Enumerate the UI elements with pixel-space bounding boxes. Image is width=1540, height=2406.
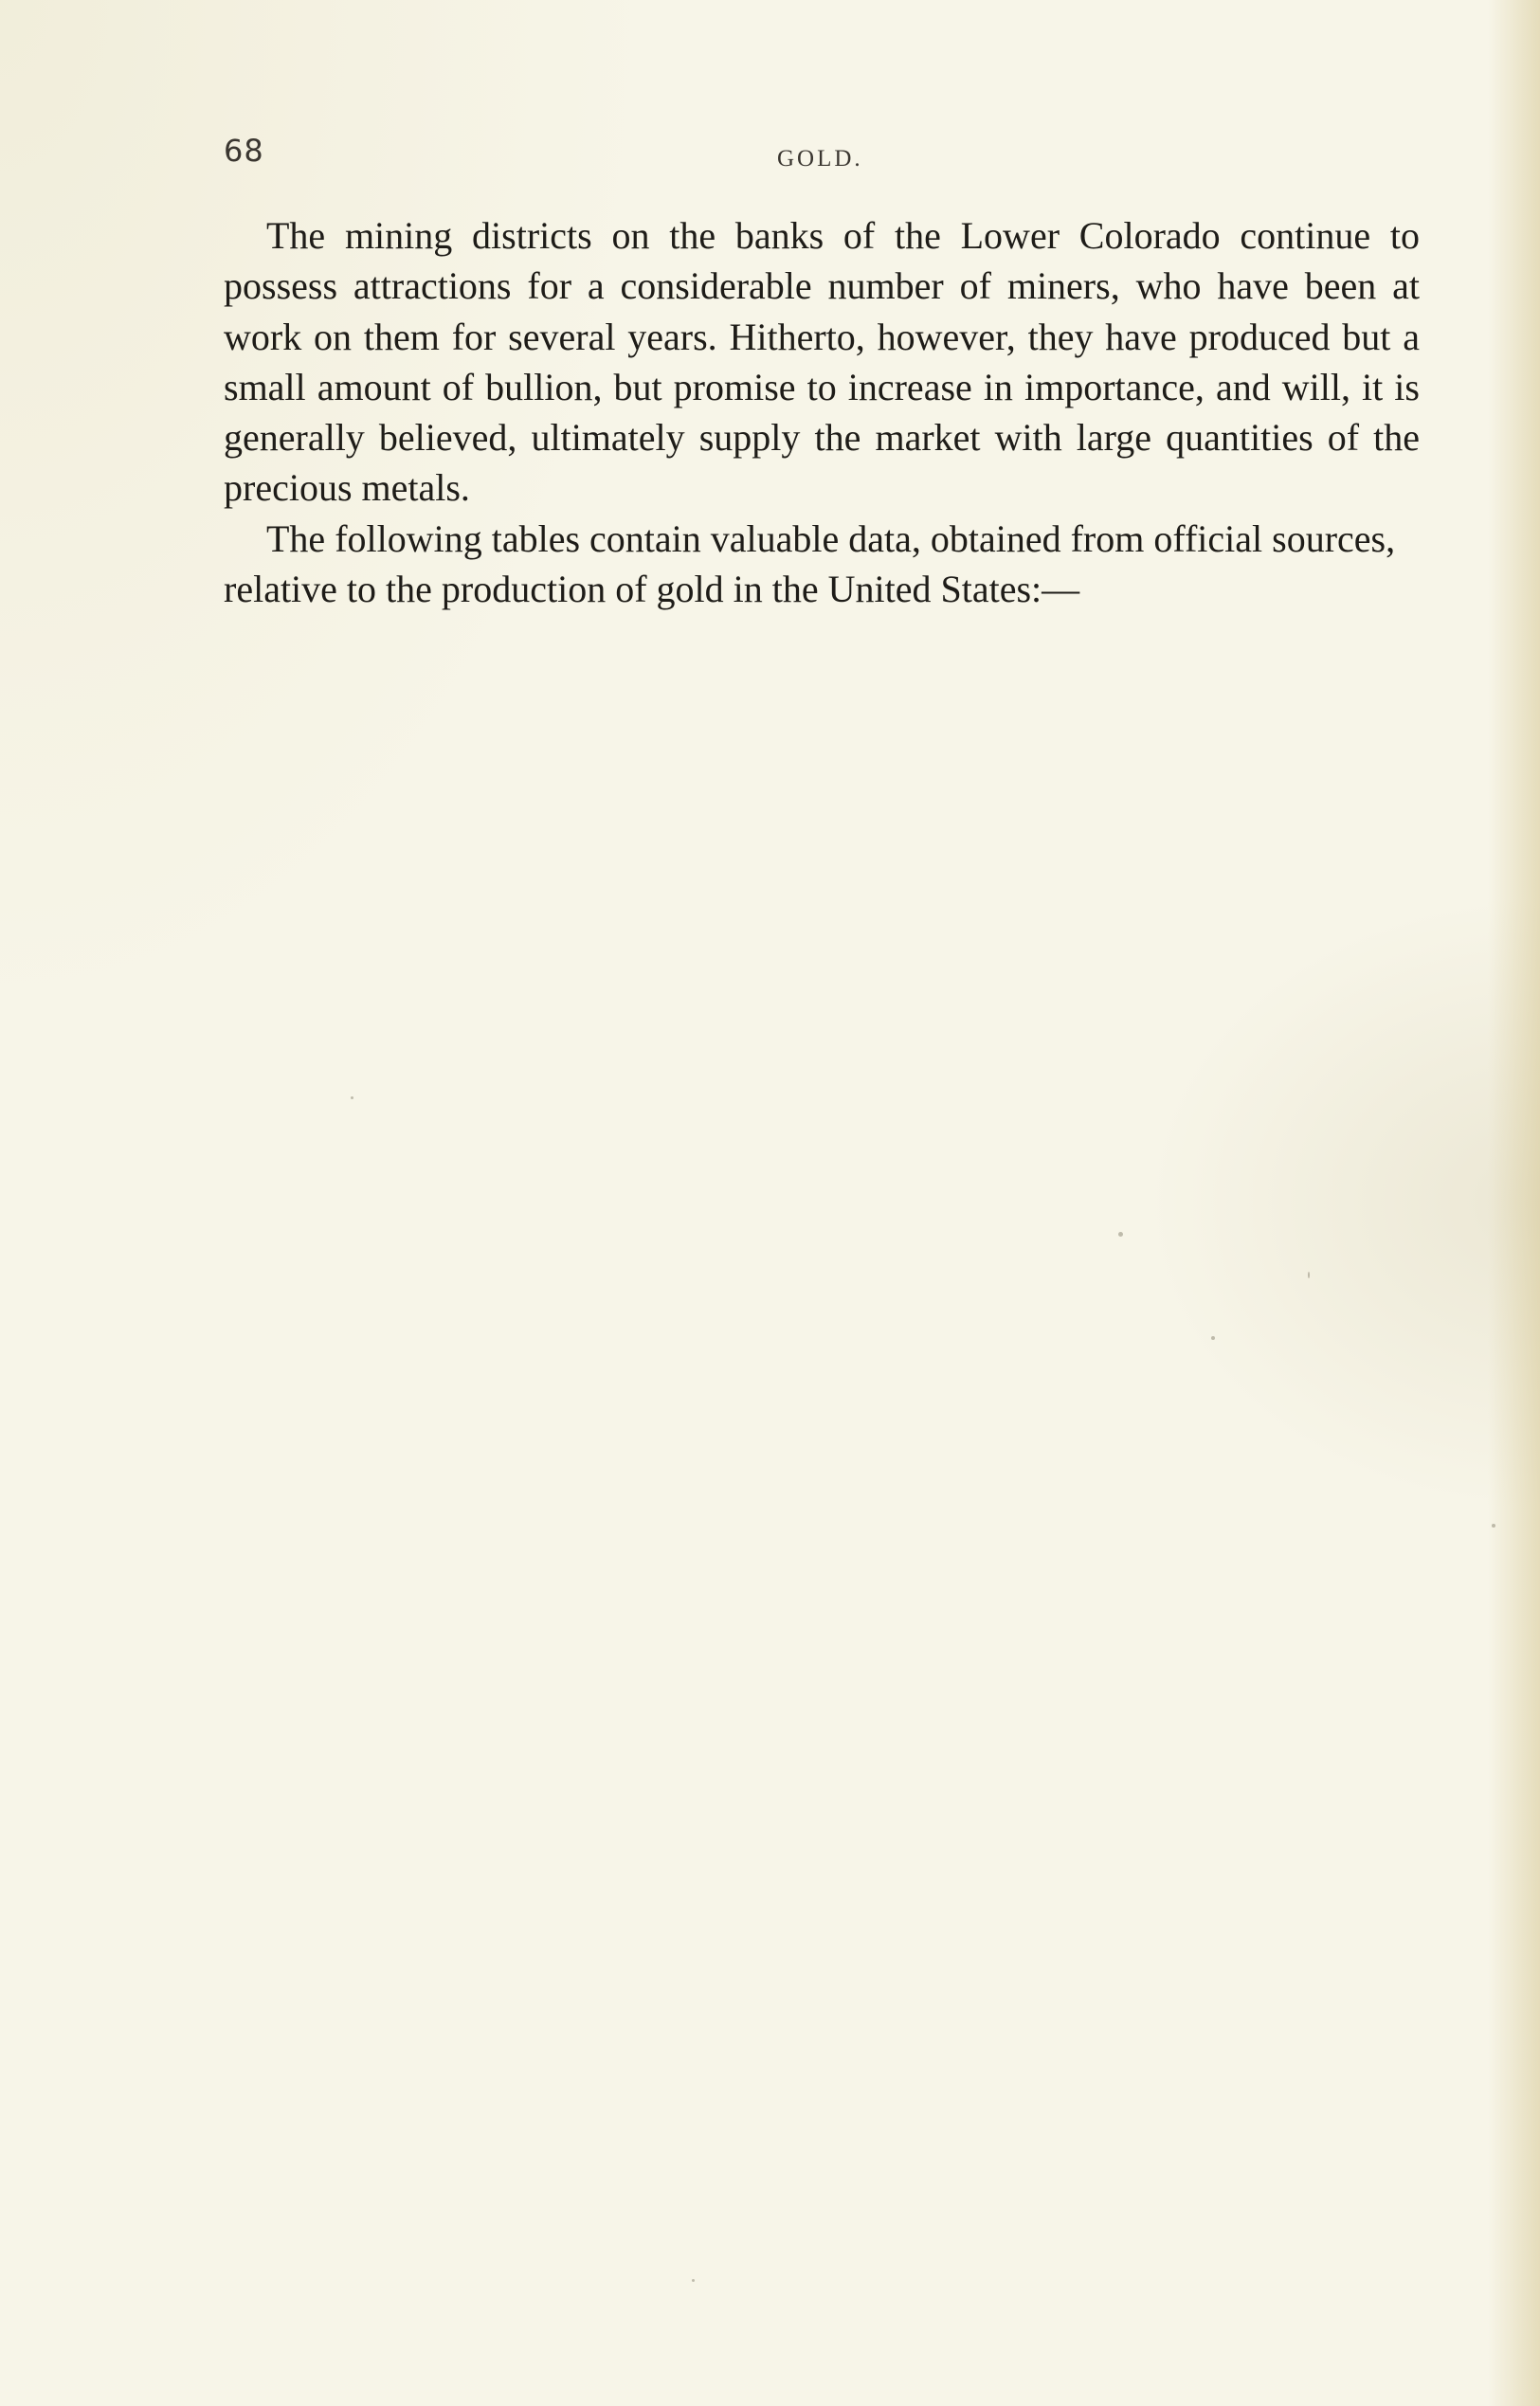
paragraph-mining-districts: The mining districts on the banks of the Lower Colorado continue to possess attractions for a considerable number of miners, who have been at work on them for several years. Hitherto, however, they have produced but a small amount of bullion, but promise to increase in importance, and will, it is generally believed, ultimately supply the market with large quantities of the precious metals. xyxy=(224,214,1420,510)
paper-speck xyxy=(1308,1272,1310,1278)
paper-speck xyxy=(1492,1524,1495,1528)
page-number: 68 xyxy=(224,133,264,169)
running-head-title: GOLD. xyxy=(777,146,863,172)
page-edge-shading xyxy=(1488,0,1540,2406)
body-text xyxy=(224,210,1420,614)
paper-speck xyxy=(1118,1232,1123,1237)
paragraph-following-tables: The following tables contain valuable data, obtained from official sources, relative to the production of gold in the United States:— xyxy=(224,516,1396,611)
paper-speck xyxy=(1211,1336,1215,1340)
running-head xyxy=(224,133,1420,180)
paper-speck xyxy=(351,1096,353,1099)
paper-speck xyxy=(692,2279,695,2282)
